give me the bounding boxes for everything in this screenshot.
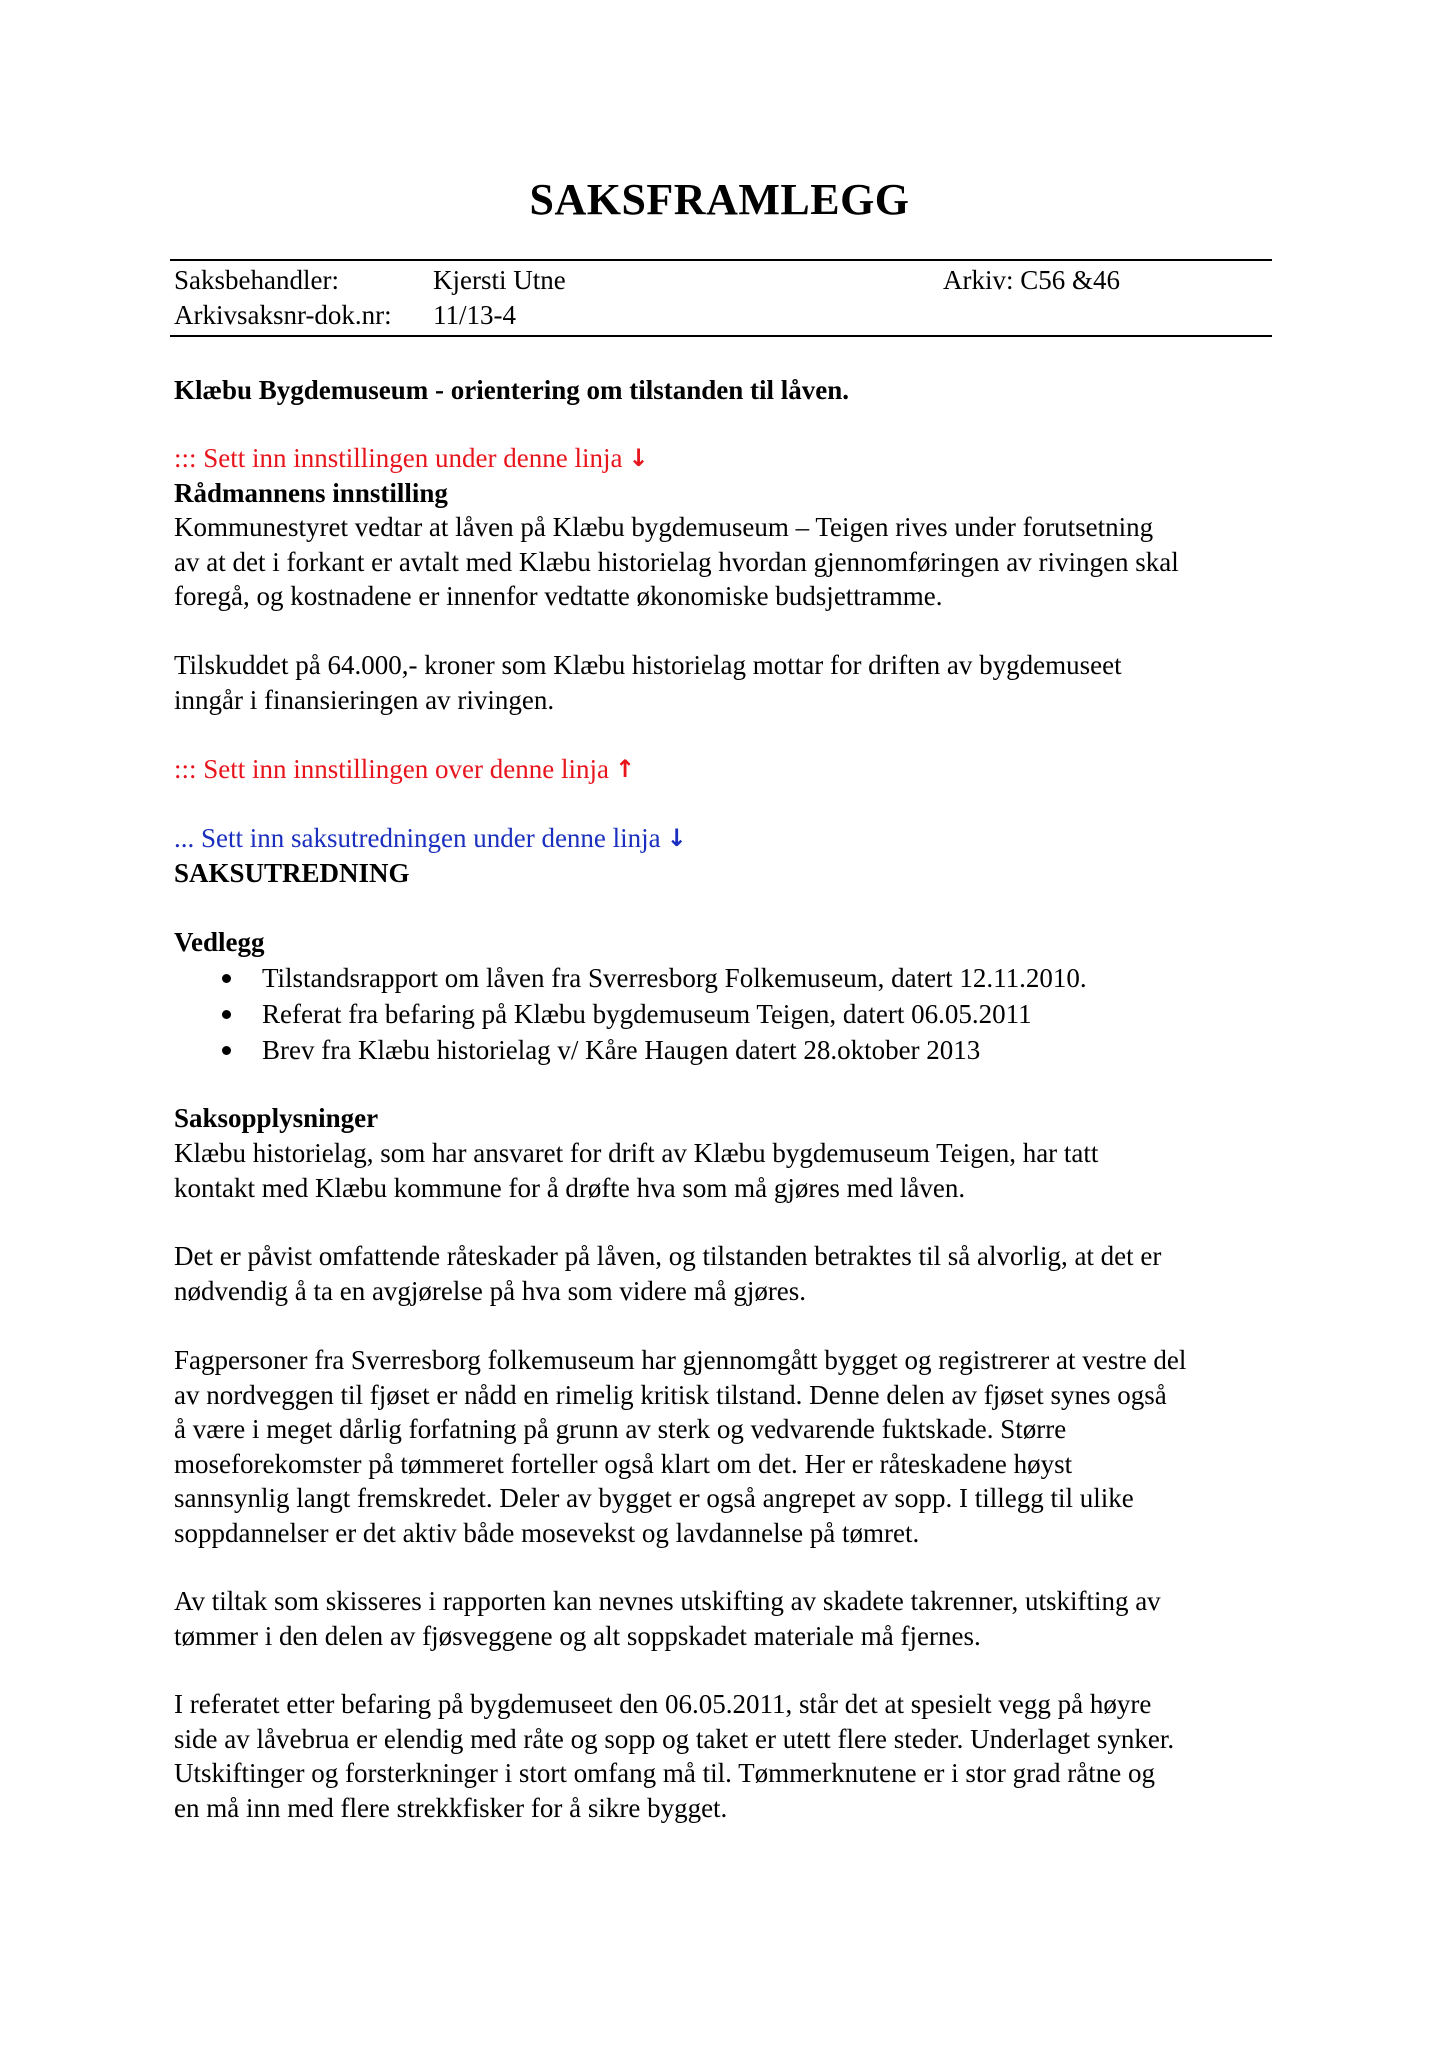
subject-heading: Klæbu Bygdemuseum - orientering om tilstanden til låven. xyxy=(174,375,850,405)
handler-value: Kjersti Utne xyxy=(433,265,566,295)
text-line: sannsynlig langt fremskredet. Deler av bygget er også angrepet av sopp. I tillegg til ulike xyxy=(174,1483,1134,1513)
text-line: Tilskuddet på 64.000,- kroner som Klæbu historielag mottar for driften av bygdemuseet xyxy=(174,650,1122,680)
list-item xyxy=(174,1032,1274,1068)
list-item xyxy=(174,960,1274,996)
text-line: en må inn med flere strekkfisker for å sikre bygget. xyxy=(174,1792,728,1823)
recommendation-paragraph-2 xyxy=(174,648,1274,717)
paragraph xyxy=(174,1136,1274,1205)
arrow-down-icon: ↓ xyxy=(666,824,687,852)
bullet-icon xyxy=(222,1010,231,1019)
text-line: Kommunestyret vedtar at låven på Klæbu bygdemuseum – Teigen rives under forutsetning xyxy=(174,512,1154,542)
header-bottom-rule xyxy=(170,335,1272,337)
case-number-label: Arkivsaksnr-dok.nr: xyxy=(174,300,392,330)
marker-insert-under xyxy=(174,441,1274,476)
header-top-rule xyxy=(170,259,1272,261)
marker-under-text: ::: Sett inn innstillingen under denne linja xyxy=(174,443,623,473)
text-line: I referatet etter befaring på bygdemuseet den 06.05.2011, står det at spesielt vegg på høyre xyxy=(174,1689,1152,1719)
text-line: tømmer i den delen av fjøsveggene og alt soppskadet materiale må fjernes. xyxy=(174,1620,981,1651)
text-line: side av låvebrua er elendig med råte og sopp og taket er utett flere steder. Underlaget synker. xyxy=(174,1723,1175,1754)
text-line: Det er påvist omfattende råteskader på låven, og tilstanden betraktes til så alvorlig, at det er xyxy=(174,1241,1162,1271)
marker-over-text: ::: Sett inn innstillingen over denne linja xyxy=(174,754,609,784)
text-line: Av tiltak som skisseres i rapporten kan nevnes utskifting av skadete takrenner, utskifting av xyxy=(174,1586,1161,1616)
bullet-icon xyxy=(222,974,231,983)
text-line: soppdannelser er det aktiv både mosevekst og lavdannelse på tømret. xyxy=(174,1517,920,1548)
list-item xyxy=(174,996,1274,1032)
paragraph xyxy=(174,1687,1274,1825)
text-line: Fagpersoner fra Sverresborg folkemuseum har gjennomgått bygget og registrerer at vestre del xyxy=(174,1345,1187,1375)
text-line: foregå, og kostnadene er innenfor vedtatte økonomiske budsjettramme. xyxy=(174,581,943,611)
text-line: kontakt med Klæbu kommune for å drøfte hva som må gjøres med låven. xyxy=(174,1172,966,1203)
recommendation-paragraph-1 xyxy=(174,510,1274,614)
bullet-icon xyxy=(222,1046,231,1055)
case-number-value: 11/13-4 xyxy=(433,300,516,330)
paragraph xyxy=(174,1239,1274,1308)
attachments-heading: Vedlegg xyxy=(174,927,265,957)
text-line: Klæbu historielag, som har ansvaret for drift av Klæbu bygdemuseum Teigen, har tatt xyxy=(174,1138,1099,1168)
document-title: SAKSFRAMLEGG xyxy=(529,175,910,224)
attachment-text: Brev fra Klæbu historielag v/ Kåre Haugen datert 28.oktober 2013 xyxy=(262,1035,981,1065)
text-line: inngår i finansieringen av rivingen. xyxy=(174,684,555,715)
marker-saks-text: ... Sett inn saksutredningen under denne linja xyxy=(174,823,661,853)
text-line: moseforekomster på tømmeret forteller også klart om det. Her er råteskadene høyst xyxy=(174,1448,1073,1479)
text-line: Utskiftinger og forsterkninger i stort omfang må til. Tømmerknutene er i stor grad råtne og xyxy=(174,1758,1156,1788)
attachment-text: Tilstandsrapport om låven fra Sverresborg Folkemuseum, datert 12.11.2010. xyxy=(262,963,1087,993)
marker-saksutredning xyxy=(174,821,1274,856)
attachment-text: Referat fra befaring på Klæbu bygdemuseum Teigen, datert 06.05.2011 xyxy=(262,999,1032,1029)
text-line: av at det i forkant er avtalt med Klæbu historielag hvordan gjennomføringen av rivingen skal xyxy=(174,546,1179,577)
marker-insert-over xyxy=(174,752,1274,787)
text-line: nødvendig å ta en avgjørelse på hva som videre må gjøres. xyxy=(174,1275,807,1306)
archive-code: Arkiv: C56 &46 xyxy=(943,265,1121,295)
arrow-down-icon: ↓ xyxy=(628,444,649,472)
paragraph xyxy=(174,1584,1274,1653)
paragraph xyxy=(174,1343,1274,1550)
saksutredning-heading: SAKSUTREDNING xyxy=(174,858,410,888)
text-line: av nordveggen til fjøset er nådd en rimelig kritisk tilstand. Denne delen av fjøset synes også xyxy=(174,1379,1167,1410)
recommendation-heading: Rådmannens innstilling xyxy=(174,478,448,508)
arrow-up-icon: ↑ xyxy=(614,755,636,783)
attachments-list xyxy=(174,960,1274,1068)
handler-label: Saksbehandler: xyxy=(174,265,339,295)
case-information-heading: Saksopplysninger xyxy=(174,1103,379,1133)
text-line: å være i meget dårlig forfatning på grunn av sterk og vedvarende fuktskade. Større xyxy=(174,1414,1067,1444)
